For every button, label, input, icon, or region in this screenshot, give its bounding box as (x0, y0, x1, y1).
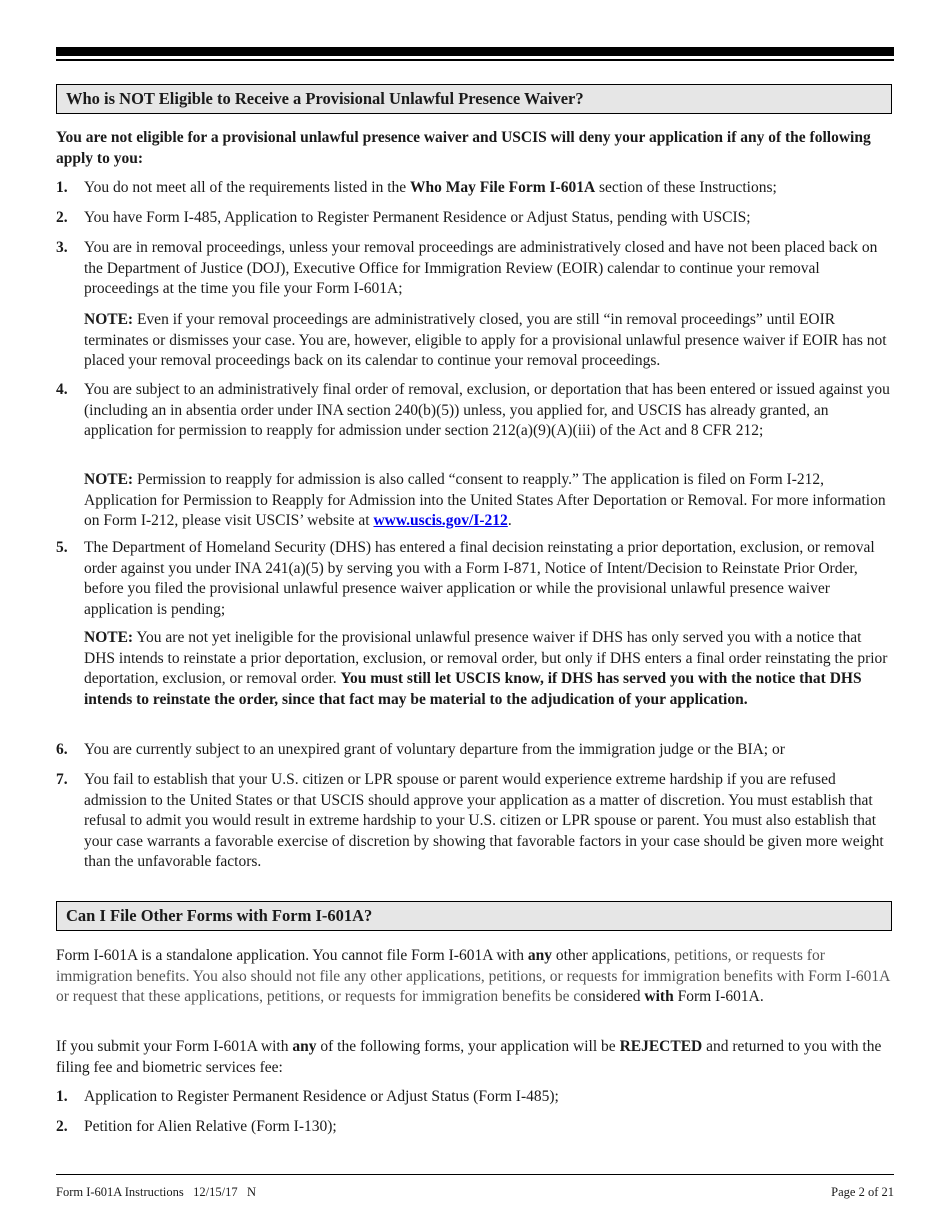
section-heading-other-forms: Can I File Other Forms with Form I-601A? (56, 901, 892, 931)
item-number: 3. (56, 239, 68, 256)
para-bold: with (644, 988, 674, 1005)
item-number: 2. (56, 209, 68, 226)
footer-form-id: Form I-601A Instructions 12/15/17 N (56, 1185, 256, 1199)
note-label: NOTE: (84, 311, 134, 328)
header-rule-thin (56, 59, 894, 61)
rejected-paragraph (56, 1037, 896, 1078)
list-item (56, 538, 896, 620)
section-heading-not-eligible: Who is NOT Eligible to Receive a Provisional Unlawful Presence Waiver? (56, 84, 892, 114)
header-rule-thick (56, 47, 894, 56)
list-item (56, 380, 896, 442)
item-text: Petition for Alien Relative (Form I-130); (84, 1118, 337, 1135)
list-item (56, 740, 896, 761)
list-item (56, 238, 896, 300)
item-number: 6. (56, 741, 68, 758)
para-bold: REJECTED (619, 1038, 703, 1055)
note-reinstatement (84, 628, 896, 710)
note-text-end: . (507, 512, 512, 529)
para-text: of the following forms, your application will be (316, 1038, 620, 1055)
item-text: You have Form I-485, Application to Register Permanent Residence or Adjust Status, pending with USCIS; (84, 209, 751, 226)
list-item (56, 1117, 896, 1138)
footer-page-number: Page 2 of 21 (831, 1185, 894, 1199)
item-text-bold: Who May File Form I-601A (410, 179, 596, 196)
item-number: 1. (56, 1088, 68, 1105)
para-text: Form I-601A. (673, 988, 764, 1005)
note-label: NOTE: (84, 471, 134, 488)
note-removal-proceedings (84, 310, 896, 372)
para-text: other applications (551, 947, 667, 964)
item-text: You are subject to an administratively final order of removal, exclusion, or deportation that has been entered or issued against you (including an in absentia order under INA section 240(b)(5)) unless, you applied for, and USCIS has already granted, an application for permission to reapply for admission under section 212(a)(9)(A)(iii) of the Act and 8 CFR 212; (84, 381, 890, 439)
note-text: Permission to reapply for admission is also called “consent to reapply.” The application is filed on Form I-212, Application for Permission to Reapply for Admission into the United States After Deportation or Removal. For more information on Form I-212, please visit USCIS’ website at (84, 471, 886, 529)
item-number: 2. (56, 1118, 68, 1135)
para-text: Form I-601A is a standalone application. You cannot file Form I-601A with (56, 947, 528, 964)
para-bold: any (527, 947, 552, 964)
list-item (56, 208, 896, 229)
para-text: and returned to you with the filing fee and biometric services fee: (56, 1038, 882, 1076)
list-item (56, 178, 896, 199)
para-bold: any (292, 1038, 317, 1055)
footer-rule (56, 1174, 894, 1175)
list-item (56, 1087, 896, 1108)
item-number: 5. (56, 539, 68, 556)
item-text: You are currently subject to an unexpired grant of voluntary departure from the immigration judge or the BIA; or (84, 741, 785, 758)
item-text: Application to Register Permanent Residence or Adjust Status (Form I-485); (84, 1088, 559, 1105)
item-text: You fail to establish that your U.S. citizen or LPR spouse or parent would experience extreme hardship if you are refused admission to the United States or that USCIS should approve your application as a matter of discretion. You must establish that refusal to admit you would result in extreme hardship to your U.S. citizen or LPR spouse or parent. You must also establish that your case warrants a favorable exercise of discretion by showing that favorable factors in your case should be given more weight than the unfavorable factors. (84, 771, 884, 870)
note-consent-to-reapply (84, 470, 896, 532)
note-text: You are not yet ineligible for the provisional unlawful presence waiver if DHS has only served you with a notice that DHS intends to reinstate a prior deportation, exclusion, or removal order, but only if DHS enters a final order reinstating the prior deportation, exclusion, or removal order. (84, 629, 888, 687)
note-text: Even if your removal proceedings are administratively closed, you are still “in removal proceedings” until EOIR terminates or dismisses your case. You are, however, eligible to apply for a provisional unlawful presence waiver if EOIR has not placed your removal proceedings back on its calendar to continue your removal proceedings. (84, 311, 887, 369)
standalone-paragraph (56, 946, 896, 1008)
item-text: You do not meet all of the requirements listed in the (84, 179, 411, 196)
item-number: 4. (56, 381, 68, 398)
note-text-bold: You must still let USCIS know, if DHS has served you with the notice that DHS intends to reinstate the order, since that fact may be material to the adjudication of your application. (84, 670, 862, 708)
item-number: 1. (56, 179, 68, 196)
item-number: 7. (56, 771, 68, 788)
item-text: section of these Instructions; (595, 179, 777, 196)
note-label: NOTE: (84, 629, 134, 646)
uscis-i212-link[interactable]: www.uscis.gov/I-212 (373, 512, 508, 529)
para-text-grey: , petitions, or requests for immigration benefits. You also should not file any other applications, petitions, or requests for immigration benefits with Form I-601A or request that these applications, petitions, or requests for immigration benefits be co (56, 947, 890, 1005)
list-item (56, 770, 896, 873)
para-text: nsidered (588, 988, 645, 1005)
section-intro: You are not eligible for a provisional unlawful presence waiver and USCIS will deny your application if any of the following apply to you: (56, 129, 871, 167)
item-text: You are in removal proceedings, unless your removal proceedings are administratively closed and have not been placed back on the Department of Justice (DOJ), Executive Office for Immigration Review (EOIR) calendar to continue your removal proceedings at the time you file your Form I-601A; (84, 239, 878, 297)
para-text: If you submit your Form I-601A with (56, 1038, 293, 1055)
item-text: The Department of Homeland Security (DHS) has entered a final decision reinstating a prior deportation, exclusion, or removal order against you under INA 241(a)(5) by serving you with a Form I-871, Notice of Intent/Decision to Reinstate Prior Order, before you filed the provisional unlawful presence waiver application or while the provisional unlawful presence waiver application is pending; (84, 539, 875, 618)
